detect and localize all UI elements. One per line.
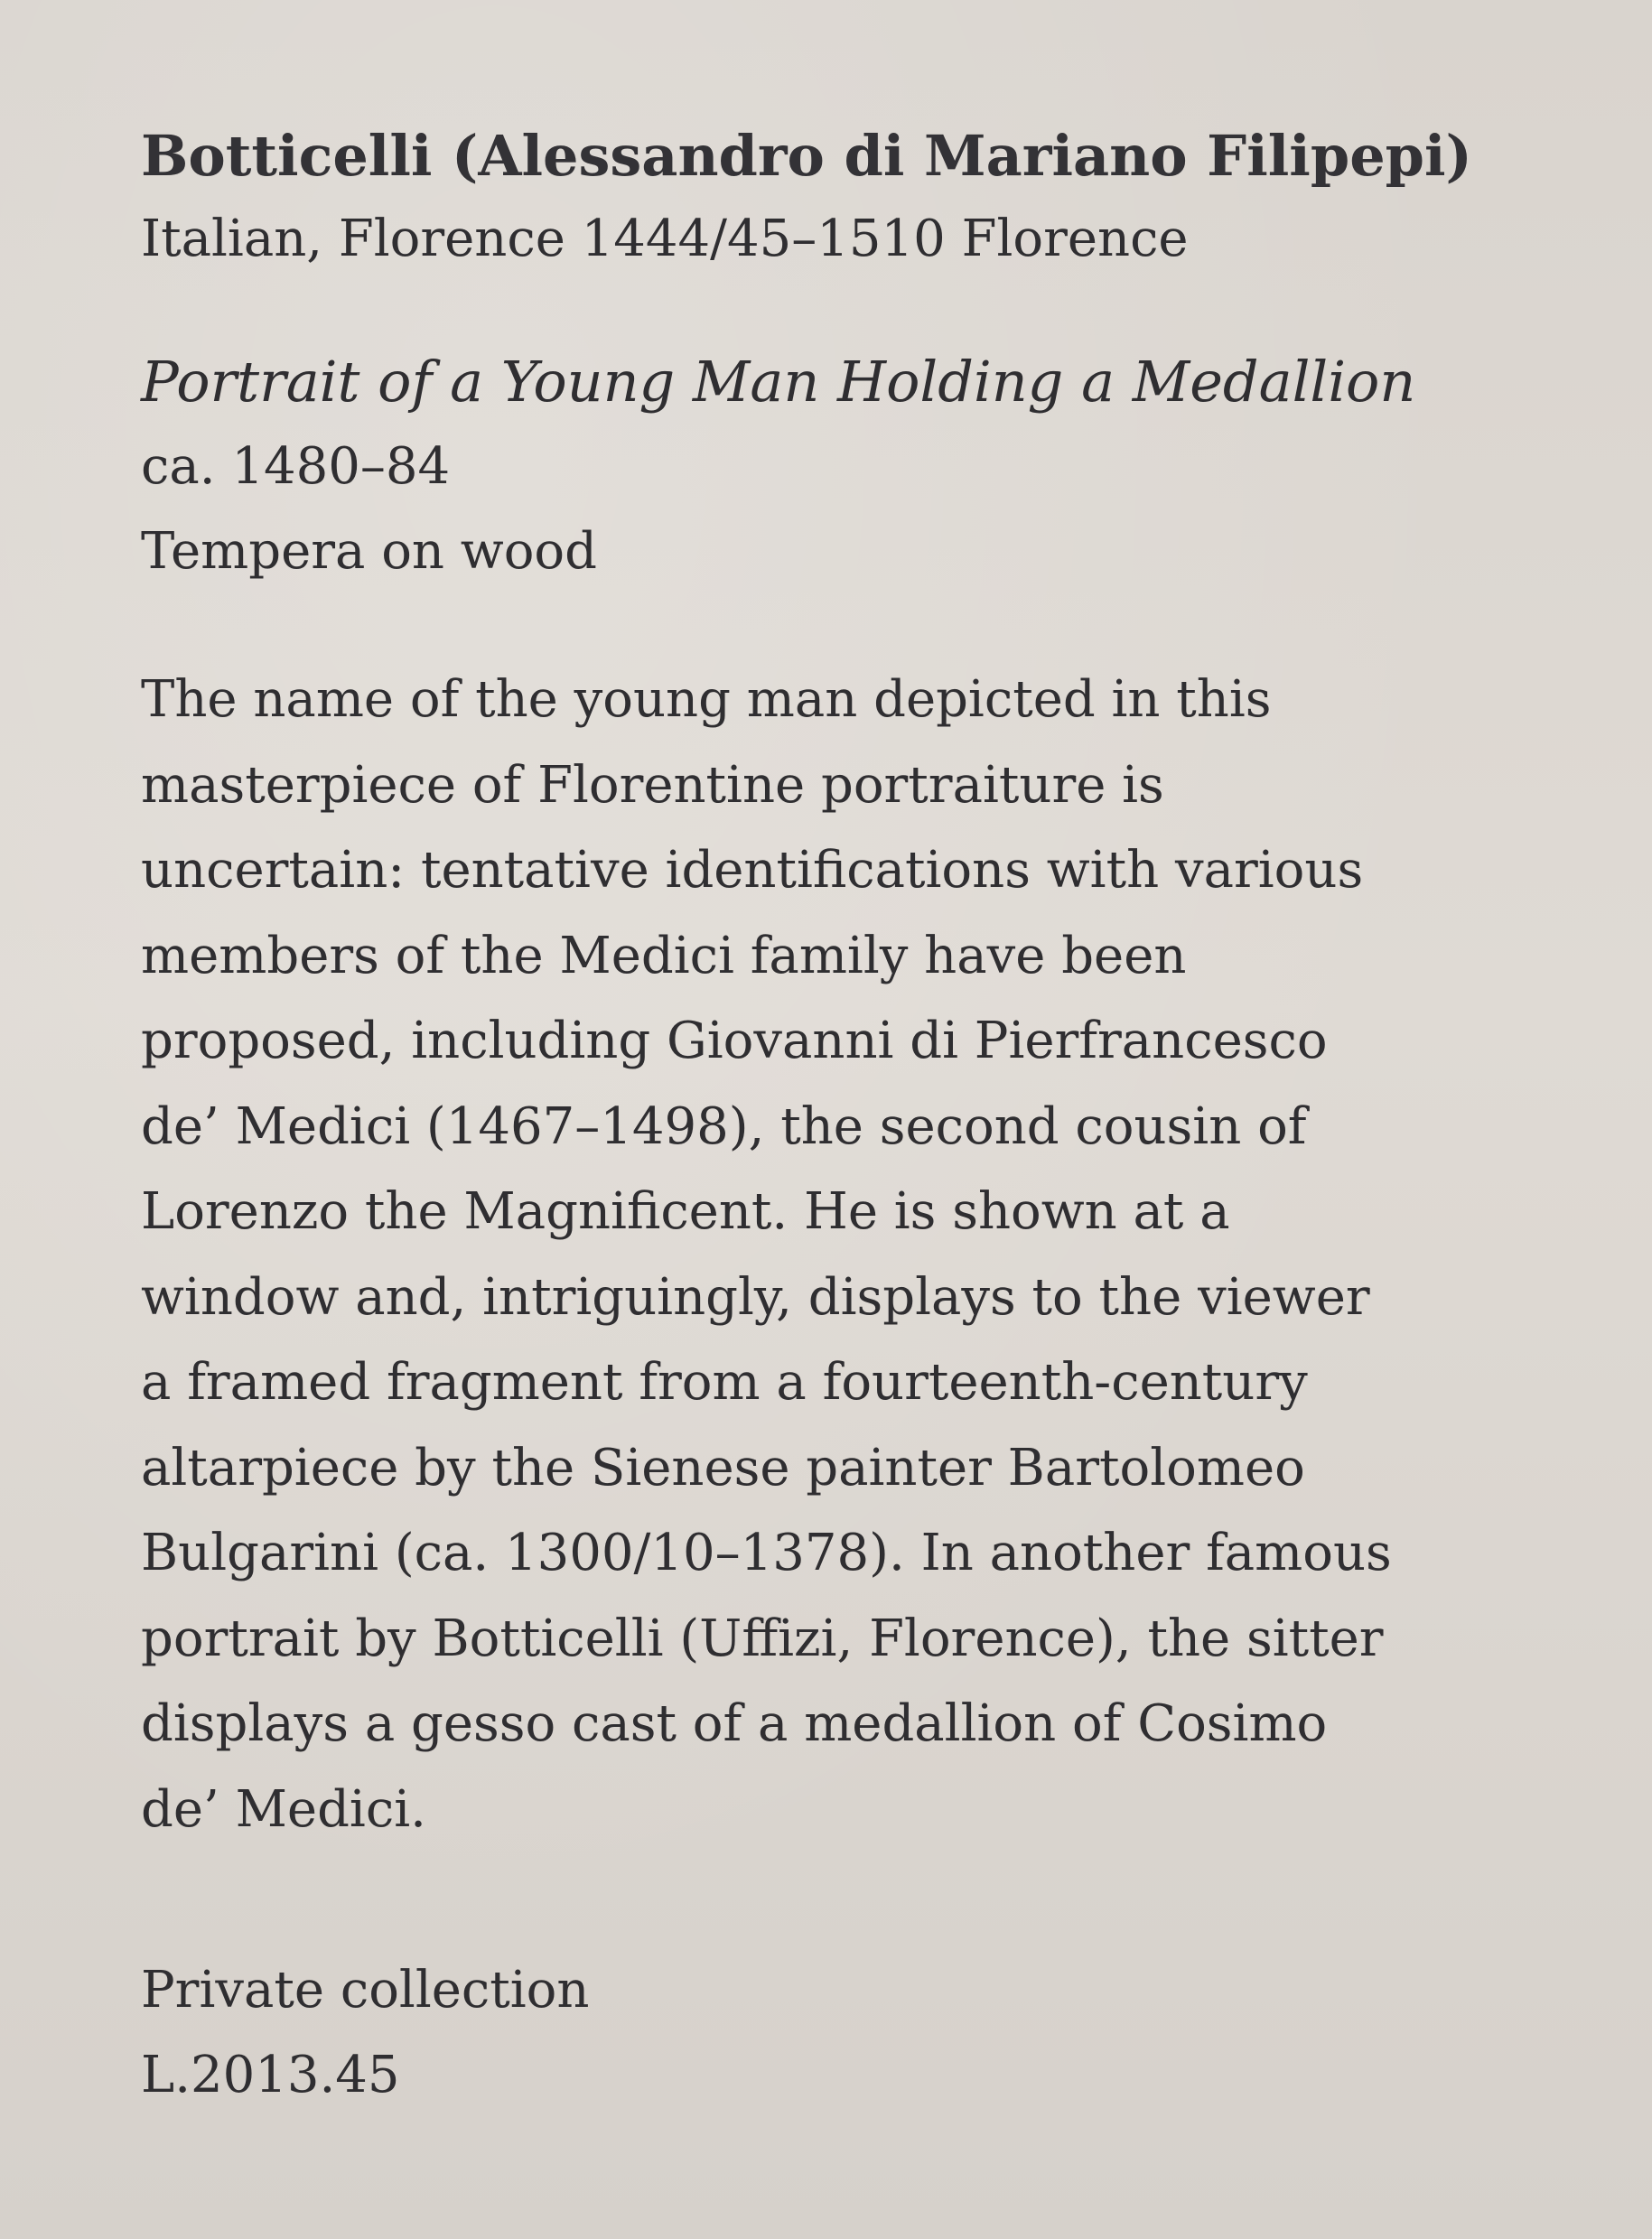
description-line: The name of the young man depicted in this: [141, 670, 1272, 729]
description-line: window and, intriguingly, displays to the viewer: [141, 1267, 1370, 1327]
description-paragraph: [141, 658, 1622, 1852]
description-line: proposed, including Giovanni di Pierfrancesco: [141, 1012, 1328, 1070]
description-line: Lorenzo the Magnificent. He is shown at a: [141, 1182, 1230, 1241]
description-line: de’ Medici.: [141, 1779, 426, 1839]
artwork-date: ca. 1480–84: [141, 437, 451, 496]
description-line: Bulgarini (ca. 1300/10–1378). In another famous: [141, 1524, 1392, 1582]
credit-block: [141, 1948, 1622, 2118]
museum-wall-label: [141, 116, 1622, 2118]
accession-number: L.2013.45: [141, 2046, 400, 2104]
description-line: de’ Medici (1467–1498), the second cousin of: [141, 1096, 1307, 1156]
description-line: uncertain: tentative identifications with various: [141, 841, 1364, 900]
artwork-title: Portrait of a Young Man Holding a Medallion: [141, 349, 1416, 415]
description-line: displays a gesso cast of a medallion of Cosimo: [141, 1694, 1328, 1753]
artwork-medium: Tempera on wood: [141, 522, 597, 581]
artist-nationality-dates: Italian, Florence 1444/45–1510 Florence: [141, 210, 1189, 268]
description-line: members of the Medici family have been: [141, 926, 1187, 985]
description-line: a framed fragment from a fourteenth-century: [141, 1353, 1308, 1412]
credit-line: Private collection: [141, 1961, 590, 2020]
description-line: altarpiece by the Sienese painter Bartolomeo: [141, 1438, 1305, 1497]
artist-name: Botticelli (Alessandro di Mariano Filipepi): [141, 123, 1472, 189]
description-line: portrait by Botticelli (Uffizi, Florence), the sitter: [141, 1609, 1384, 1668]
description-line: masterpiece of Florentine portraiture is: [141, 755, 1164, 815]
